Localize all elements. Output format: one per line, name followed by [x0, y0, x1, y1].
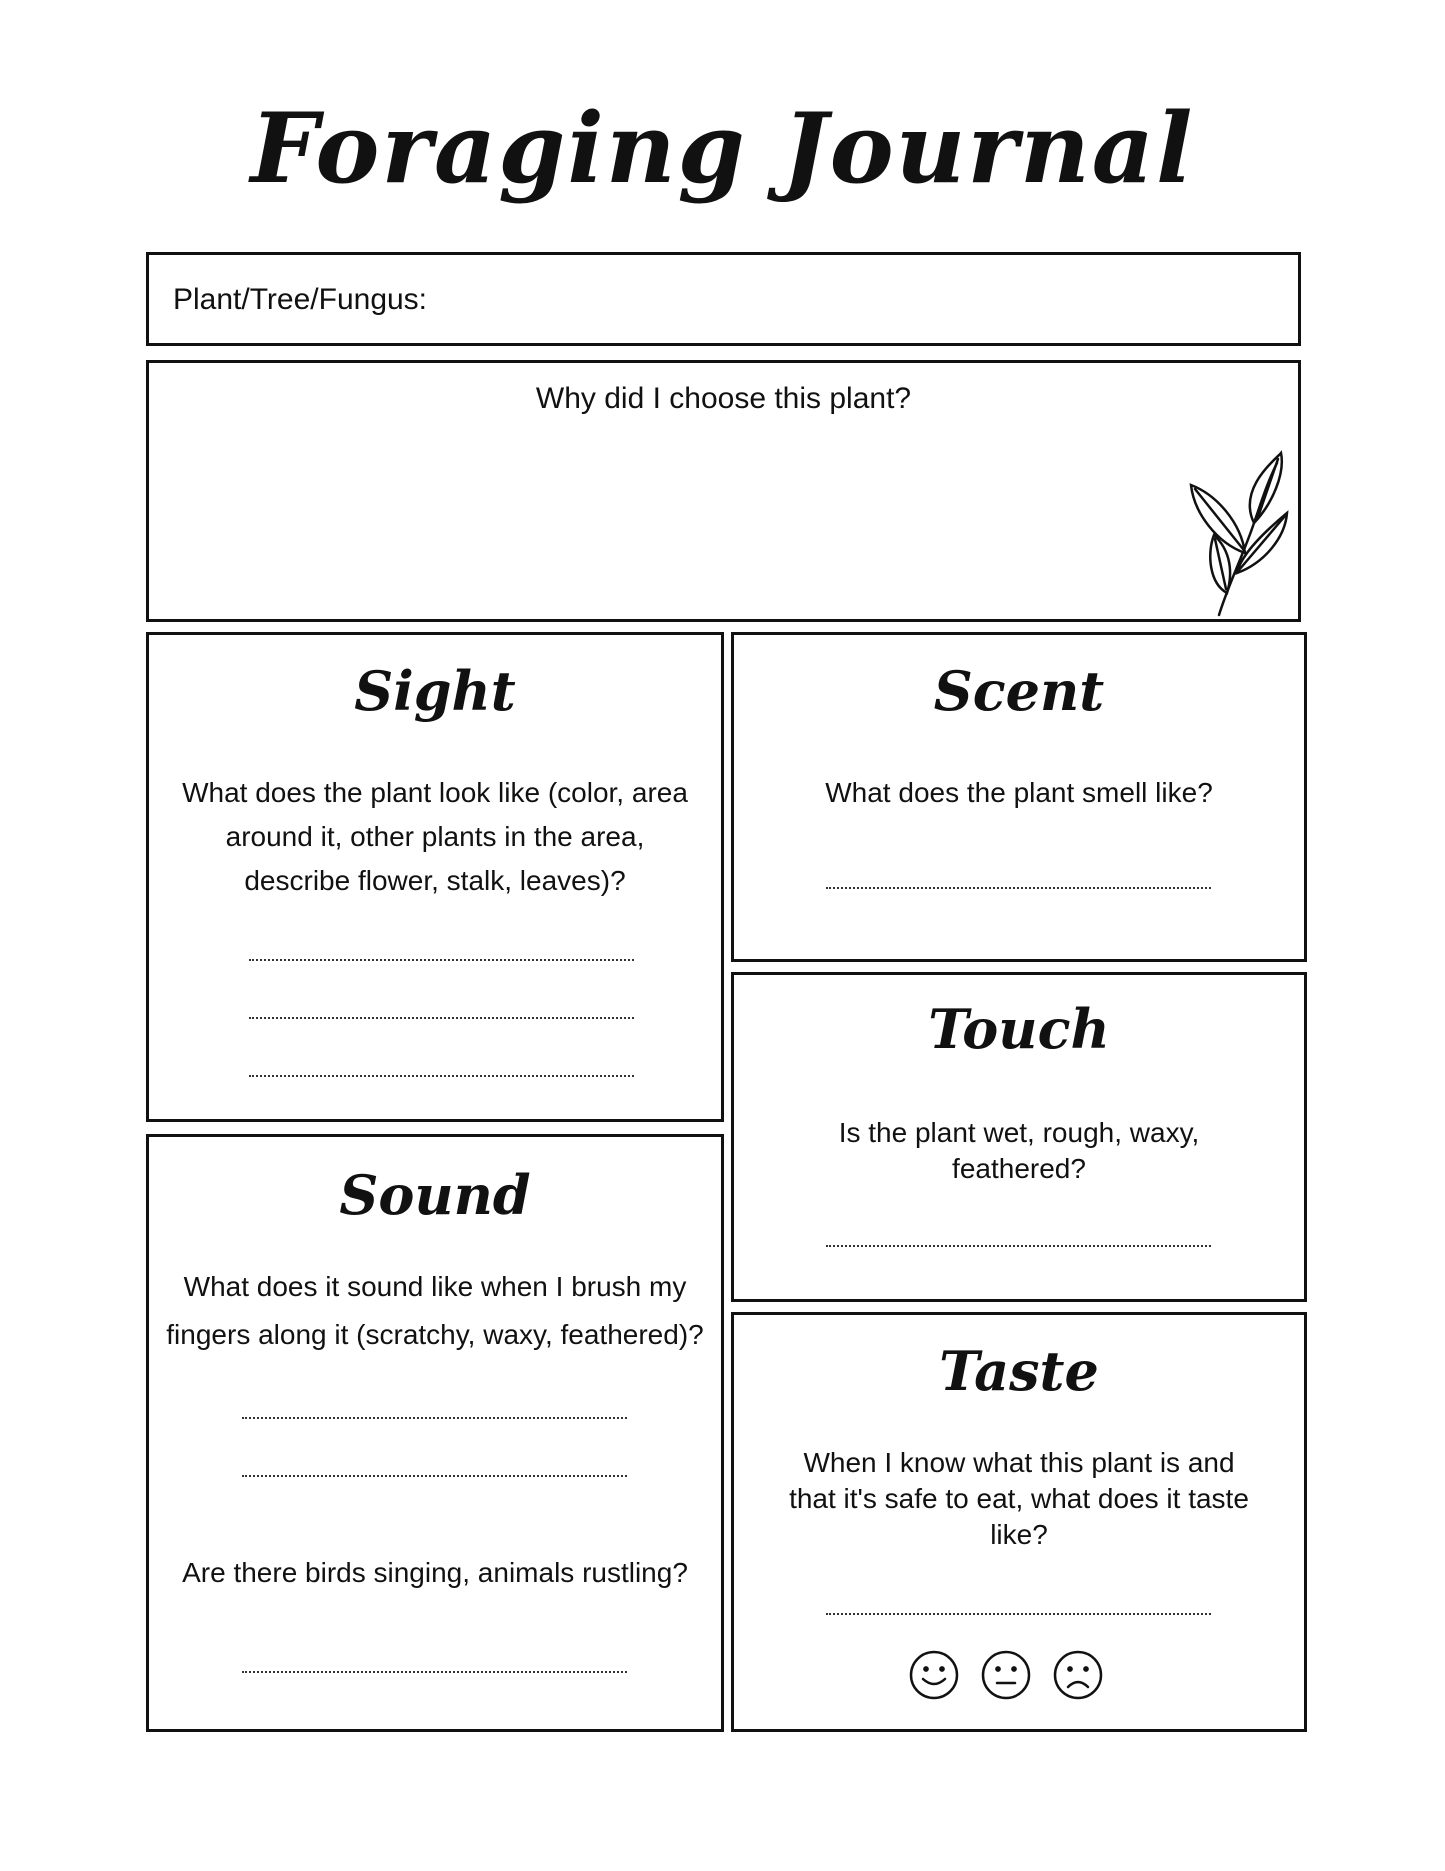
leaf-sprig-icon: [1189, 443, 1299, 618]
sight-question: What does the plant look like (color, area around it, other plants in the area, describe flower, stalk, leaves)?: [182, 777, 688, 896]
scent-section[interactable]: [731, 632, 1307, 962]
page-title: Foraging Journal: [250, 92, 1195, 205]
taste-rating-faces: [908, 1649, 1108, 1705]
sound-answer-line-2[interactable]: [242, 1475, 627, 1477]
touch-section[interactable]: [731, 972, 1307, 1302]
sight-section[interactable]: [146, 632, 724, 1122]
smiley-face-icon[interactable]: [908, 1649, 960, 1701]
sight-heading: Sight: [354, 659, 516, 723]
sound-heading: Sound: [339, 1163, 531, 1227]
sight-answer-line-1[interactable]: [249, 959, 634, 961]
touch-heading: Touch: [928, 997, 1110, 1061]
scent-heading: Scent: [933, 659, 1105, 723]
sound-answer-line-1[interactable]: [242, 1417, 627, 1419]
neutral-face-icon[interactable]: [980, 1649, 1032, 1701]
sound-question-2: Are there birds singing, animals rustling?: [182, 1557, 688, 1588]
sight-answer-line-2[interactable]: [249, 1017, 634, 1019]
why-question: Why did I choose this plant?: [535, 382, 912, 415]
sound-answer-line-3[interactable]: [242, 1671, 627, 1673]
touch-question: Is the plant wet, rough, waxy, feathered?: [838, 1117, 1200, 1184]
sound-section[interactable]: [146, 1134, 724, 1732]
touch-answer-line[interactable]: [826, 1245, 1211, 1247]
sight-answer-line-3[interactable]: [249, 1075, 634, 1077]
plant-name-field[interactable]: [146, 252, 1301, 346]
why-section[interactable]: [146, 360, 1301, 622]
scent-answer-line[interactable]: [826, 887, 1211, 889]
taste-section[interactable]: [731, 1312, 1307, 1732]
taste-heading: Taste: [939, 1339, 1099, 1403]
scent-question: What does the plant smell like?: [825, 777, 1213, 808]
plant-name-label: Plant/Tree/Fungus:: [173, 283, 428, 316]
taste-question: When I know what this plant is and that it's safe to eat, what does it taste like?: [789, 1447, 1249, 1550]
sound-question-1: What does it sound like when I brush my fingers along it (scratchy, waxy, feathered)?: [166, 1271, 704, 1350]
sad-face-icon[interactable]: [1052, 1649, 1104, 1701]
taste-answer-line[interactable]: [826, 1613, 1211, 1615]
